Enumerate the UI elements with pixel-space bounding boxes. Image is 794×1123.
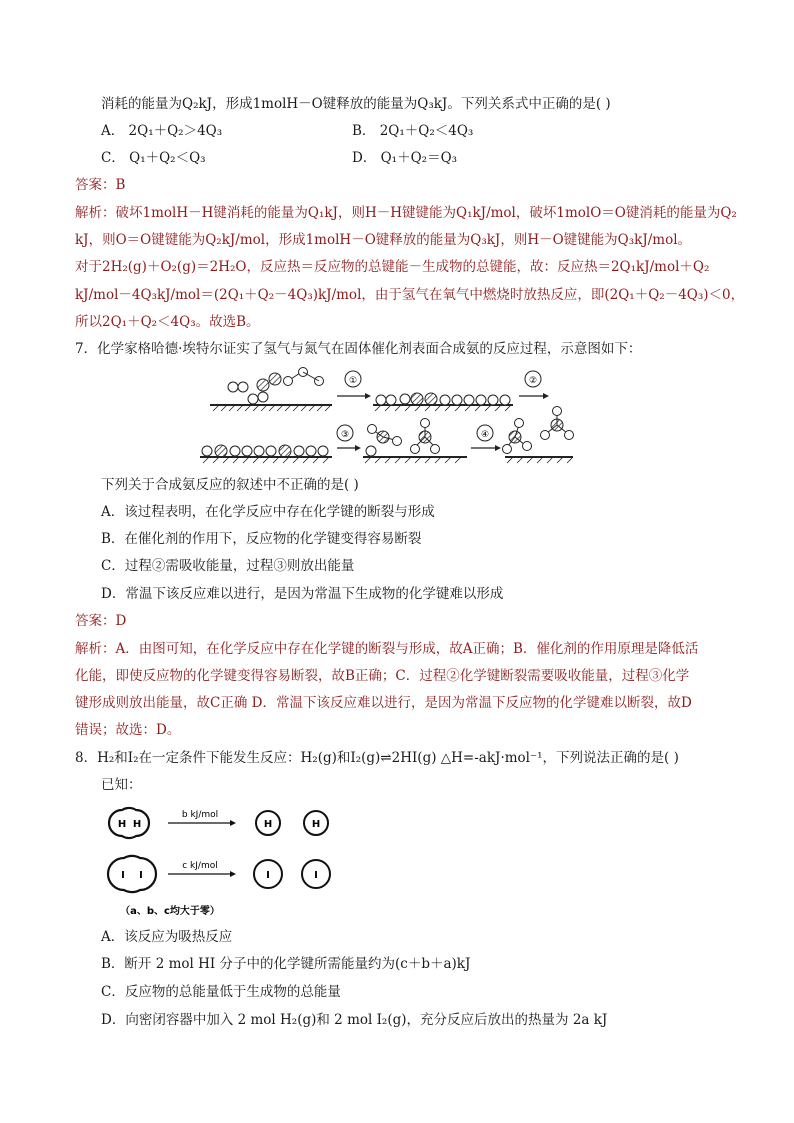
step-2-label: ②: [528, 376, 538, 386]
h-atom-right: H: [311, 819, 321, 830]
q7-explanation-line3: 键形成则放出能量，故C正确 D．常温下该反应难以进行，是因为常温下反应物的化学键难以断裂，故D: [75, 695, 692, 711]
q7-option-a: A．该过程表明，在化学反应中存在化学键的断裂与形成: [101, 504, 435, 520]
surface-desorbed: [503, 407, 574, 464]
h2-atom-2: H: [132, 819, 142, 830]
q7-question: 下列关于合成氨反应的叙述中不正确的是( ): [101, 477, 359, 493]
q8-option-d: D．向密闭容器中加入 2 mol H₂(g)和 2 mol I₂(g)，充分反应后放出的热量为 2a kJ: [101, 1012, 608, 1028]
arrow-step-1: [337, 371, 371, 399]
q7-option-d: D．常温下该反应难以进行，是因为常温下生成物的化学键难以形成: [101, 586, 504, 602]
q7-stem: 7．化学家格哈德·埃特尔证实了氢气与氮气在固体催化剂表面合成氨的反应过程，示意图如下：: [75, 341, 642, 357]
q6-explanation-line2: kJ，则O＝O键键能为Q₂kJ/mol，形成1molH－O键释放的能量为Q₃kJ，则H－O键键能为Q₃kJ/mol。: [75, 232, 692, 248]
q6-option-d: D． Q₁＋Q₂＝Q₃: [352, 150, 458, 166]
q6-explanation-line5: 所以2Q₁＋Q₂＜4Q₃。故选B。: [75, 314, 260, 330]
q8-bond-energy-diagram: [100, 800, 340, 925]
h2-atom-1: H: [117, 819, 127, 830]
surface-forming: [363, 419, 467, 464]
i2-atom-1: I: [121, 870, 125, 881]
step-3-label: ③: [340, 430, 350, 440]
step-1-label: ①: [348, 376, 358, 386]
q8-option-a: A．该反应为吸热反应: [101, 929, 233, 945]
arrow-step-2: [519, 371, 549, 399]
q6-option-a: A． 2Q₁＋Q₂＞4Q₃: [101, 123, 223, 139]
i-atom-left: I: [266, 870, 270, 881]
diagram-note: （a、b、c均大于零）: [120, 906, 220, 917]
q7-catalysis-diagram: [195, 365, 575, 465]
q7-option-c: C．过程②需吸收能量，过程③则放出能量: [101, 558, 355, 574]
q6-stem-continuation: 消耗的能量为Q₂kJ，形成1molH－O键释放的能量为Q₃kJ。下列关系式中正确的是( ): [101, 96, 611, 112]
step-4-label: ④: [480, 430, 490, 440]
q7-option-b: B．在催化剂的作用下，反应物的化学键变得容易断裂: [101, 531, 422, 547]
q8-stem: 8．H₂和I₂在一定条件下能发生反应：H₂(g)和I₂(g)⇌2HI(g) △H=-akJ·mol⁻¹，下列说法正确的是( ): [75, 750, 679, 766]
q6-option-b: B． 2Q₁＋Q₂＜4Q₃: [352, 123, 474, 139]
h-atom-left: H: [263, 819, 273, 830]
q6-explanation-line3: 对于2H₂(g)＋O₂(g)＝2H₂O，反应热＝反应物的总键能－生成物的总键能，故：反应热＝2Q₁kJ/mol＋Q₂: [75, 259, 710, 275]
q7-explanation-line4: 错误；故选：D。: [75, 722, 181, 738]
i2-bond-energy: c kJ/mol: [182, 861, 218, 871]
i-atom-right: I: [314, 870, 318, 881]
i2-dissociation-arrow: [168, 861, 236, 877]
q7-explanation-line1: 解析：A．由图可知，在化学反应中存在化学键的断裂与形成，故A正确；B．催化剂的作用原理是降低活: [75, 641, 699, 657]
q8-option-b: B．断开 2 mol HI 分子中的化学键所需能量约为(c＋b＋a)kJ: [101, 956, 471, 972]
arrow-step-4: [471, 425, 501, 451]
surface-adsorbed: [373, 393, 513, 411]
q6-answer: 答案：B: [75, 177, 126, 193]
h2-dissociation-arrow: [168, 810, 236, 826]
surface-dissociated: [200, 445, 332, 463]
arrow-step-3: [337, 425, 361, 451]
h2-bond-energy: b kJ/mol: [181, 810, 219, 820]
q8-known-label: 已知：: [101, 777, 142, 793]
q6-explanation-line1: 解析：破坏1molH－H键消耗的能量为Q₁kJ，则H－H键键能为Q₁kJ/mol，破坏1molO＝O键消耗的能量为Q₂: [75, 205, 737, 221]
i2-atom-2: I: [139, 870, 143, 881]
q8-option-c: C．反应物的总能量低于生成物的总能量: [101, 984, 341, 1000]
q7-answer: 答案：D: [75, 613, 127, 629]
q6-explanation-line4: kJ/mol－4Q₃kJ/mol＝(2Q₁＋Q₂－4Q₃)kJ/mol，由于氢气在氧气中燃烧时放热反应，即(2Q₁＋Q₂－4Q₃)＜0，: [75, 287, 745, 303]
q7-explanation-line2: 化能，即使反应物的化学键变得容易断裂，故B正确；C．过程②化学键断裂需要吸收能量，过程③化学: [75, 668, 690, 684]
h2-molecule: [109, 808, 149, 838]
i2-molecule: [108, 856, 156, 892]
q6-option-c: C． Q₁＋Q₂＜Q₃: [101, 150, 206, 166]
surface-initial: [210, 368, 332, 412]
